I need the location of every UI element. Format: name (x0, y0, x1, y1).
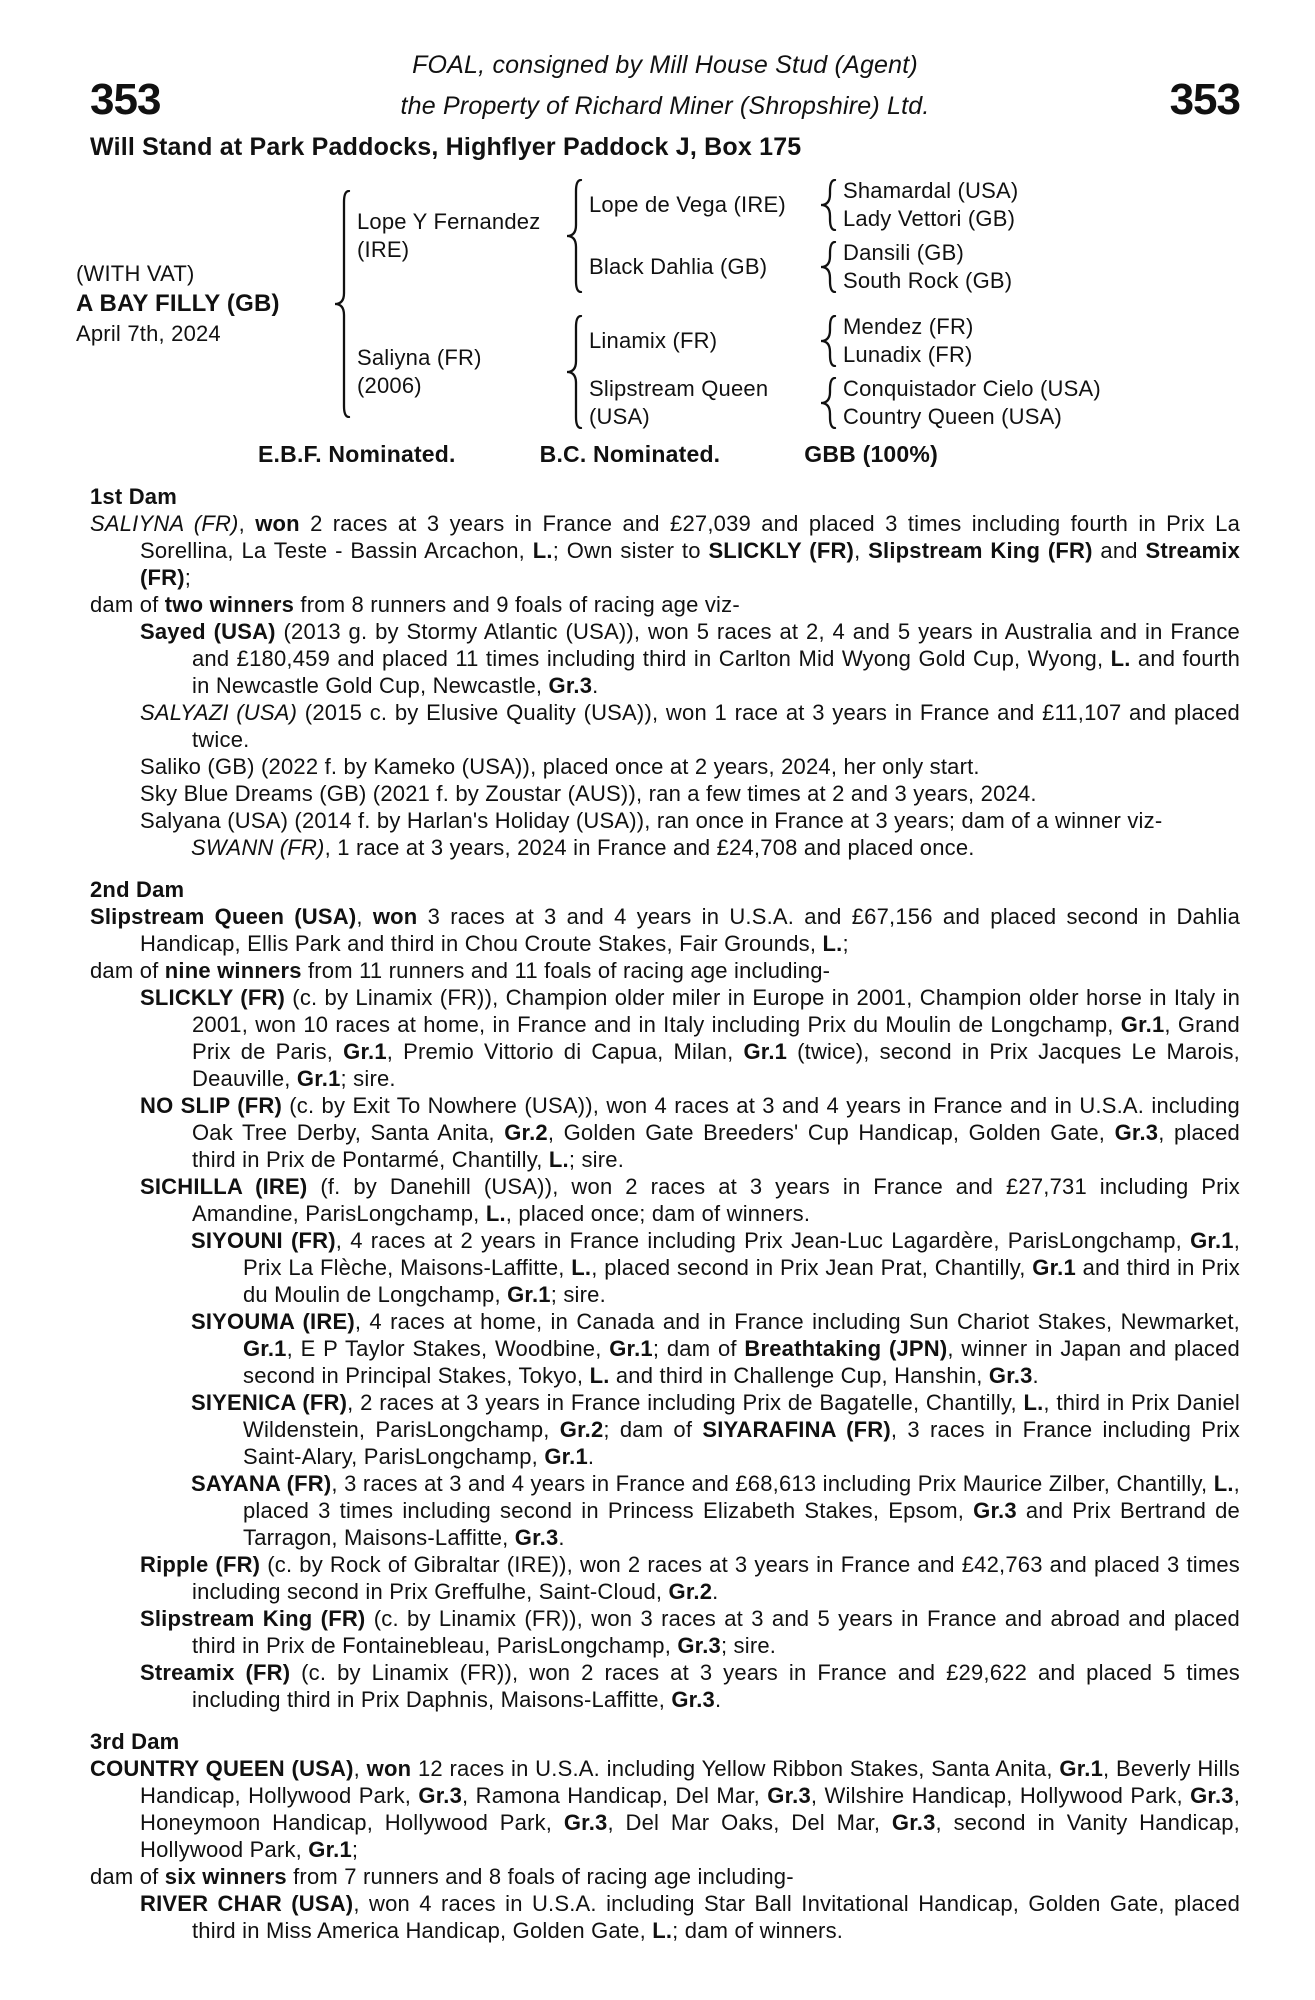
catalogue-paragraph (140, 1605, 1240, 1659)
pedigree-great-grandparents: Mendez (FR) Lunadix (FR) (843, 314, 974, 367)
text-run: SIYOUMA (IRE) (191, 1309, 355, 1334)
nomination-bc: B.C. Nominated. (539, 441, 721, 467)
pedigree-gp-row (589, 177, 1165, 233)
nomination-gbb: GBB (100%) (804, 441, 938, 467)
text-run: ; sire. (720, 1633, 777, 1658)
text-run: , 4 races at home, in Canada and in France including Sun Chariot Stakes, Newmarket, (354, 1309, 1240, 1334)
text-run: Gr.1 (296, 1066, 341, 1091)
text-run: , Del Mar Oaks, Del Mar, (607, 1810, 892, 1835)
section-heading: 2nd Dam (90, 877, 185, 902)
text-run: Gr.3 (514, 1525, 559, 1550)
pedigree-dam-row (357, 313, 1165, 431)
text-run: nine winners (164, 958, 302, 983)
text-run: Gr.3 (1114, 1120, 1159, 1145)
pedigree-brace-icon (565, 179, 583, 293)
text-run: ; Own sister to (552, 538, 709, 563)
text-run: L. (571, 1255, 592, 1280)
text-run: L. (1213, 1471, 1234, 1496)
text-run: Sayed (USA) (140, 619, 276, 644)
text-run: Gr.3 (1190, 1783, 1234, 1808)
text-run: SIYOUNI (FR) (191, 1228, 336, 1253)
text-run: 3 races at 3 and 4 years in U.S.A. and £67,156 and placed second in Dahlia Handicap, Ellis Park and third in Chou Croute Stakes, Fair Grounds, (140, 904, 1241, 956)
text-run: won (255, 511, 300, 536)
catalogue-paragraph (191, 1389, 1240, 1470)
text-run: Gr.2 (504, 1120, 548, 1145)
text-run: (c. by Rock of Gibraltar (IRE)), won 2 races at 3 years in France and £42,763 and placed 3 times including second in Prix Greffulhe, Saint-Cloud, (192, 1552, 1241, 1604)
text-run: SLICKLY (FR) (140, 985, 286, 1010)
text-run: won (366, 1756, 412, 1781)
text-run: Gr.1 (544, 1444, 588, 1469)
text-run: SALYAZI (USA) (140, 700, 298, 725)
text-run: , third in Prix Daniel Wildenstein, ParisLongchamp, (243, 1390, 1240, 1442)
text-run: . (712, 1579, 719, 1604)
text-run: COUNTRY QUEEN (USA) (90, 1756, 354, 1781)
text-run: , Ramona Handicap, Del Mar, (462, 1783, 768, 1808)
pedigree-gp-row (589, 313, 1165, 369)
text-run: , placed once; dam of winners. (505, 1201, 811, 1226)
catalogue-paragraph (140, 1092, 1240, 1173)
catalogue-paragraph (191, 834, 1240, 861)
text-run: (c. by Linamix (FR)), Champion older miler in Europe in 2001, Champion older horse in Italy in 2001, won 10 races at home, in France and in Italy including Prix du Moulin de Longchamp, (192, 985, 1241, 1037)
catalogue-paragraph (140, 984, 1240, 1092)
text-run: ; dam of winners. (672, 1918, 844, 1943)
text-run: . (1032, 1363, 1039, 1388)
text-run: from 11 runners and 11 foals of racing age including- (301, 958, 831, 983)
text-run: Sky Blue Dreams (GB) (2021 f. by Zoustar (AUS)), ran a few times at 2 and 3 years, 2024. (140, 781, 1037, 806)
text-run: and third in Prix du Moulin de Longchamp, (243, 1255, 1240, 1307)
text-run: SWANN (FR) (191, 835, 325, 860)
text-run: , (238, 511, 256, 536)
catalogue-paragraph (90, 510, 1240, 591)
text-run: 2 races at 3 years in France and £27,039 and placed 3 times including fourth in Prix La Sorellina, La Teste - Bassin Arcachon, (140, 511, 1241, 563)
text-run: ; (184, 565, 192, 590)
pedigree-sire-name: Lope Y Fernandez (357, 209, 541, 234)
text-run: Gr.3 (677, 1633, 721, 1658)
text-run: Gr.1 (1190, 1228, 1234, 1253)
text-run: ; sire. (550, 1282, 606, 1307)
text-run: , 3 races in France including Prix Saint-Alary, ParisLongchamp, (243, 1417, 1240, 1469)
pedigree-maternal-granddam: Slipstream Queen (USA) (589, 376, 769, 429)
text-run: . (714, 1687, 722, 1712)
text-run: (f. by Danehill (USA)), won 2 races at 3 years in France and £27,731 including Prix Amandine, ParisLongchamp, (192, 1174, 1240, 1226)
text-run: SALIYNA (FR) (90, 511, 239, 536)
pedigree-paternal-granddam: Black Dahlia (GB) (589, 254, 768, 279)
text-run: Slipstream King (FR) (140, 1606, 366, 1631)
text-run: , E P Taylor Stakes, Woodbine, (286, 1336, 610, 1361)
text-run: Gr.3 (973, 1498, 1017, 1523)
catalogue-paragraph (140, 1551, 1240, 1605)
text-run: (2013 g. by Stormy Atlantic (USA)), won 5 races at 2, 4 and 5 years in Australia and in France and £180,459 and placed 11 times including third in Carlton Mid Wyong Gold Cup, Wyong, (192, 619, 1240, 671)
text-run: , 4 races at 2 years in France including Prix Jean-Luc Lagardère, ParisLongchamp, (335, 1228, 1191, 1253)
catalogue-paragraph (140, 807, 1240, 834)
text-run: , Grand Prix de Paris, (192, 1012, 1240, 1064)
text-run: Gr.3 (891, 1810, 936, 1835)
pedigree-brace-icon (819, 179, 837, 231)
catalogue-paragraph (140, 618, 1240, 699)
nomination-ebf: E.B.F. Nominated. (258, 441, 456, 467)
pedigree-dam (357, 344, 563, 400)
text-run: (c. by Linamix (FR)), won 3 races at 3 and 5 years in France and abroad and placed third in Prix de Fontainebleau, ParisLongchamp, (192, 1606, 1240, 1658)
pedigree-great-grandparents: Dansili (GB) South Rock (GB) (843, 240, 1013, 293)
text-run: Gr.3 (563, 1810, 608, 1835)
pedigree-sire (357, 208, 563, 264)
text-run: ; dam of (603, 1417, 703, 1442)
text-run: Streamix (FR) (140, 1660, 291, 1685)
text-run: Gr.1 (507, 1282, 551, 1307)
property-line: the Property of Richard Miner (Shropshire) Ltd. (400, 92, 930, 120)
text-run: Salyana (USA) (2014 f. by Harlan's Holiday (USA)), ran once in France at 3 years; dam of a winner viz- (140, 808, 1163, 833)
text-run: ; dam of (652, 1336, 745, 1361)
text-run: , won 4 races in U.S.A. including Star Ball Invitational Handicap, Golden Gate, placed third in Miss America Handicap, Golden Gate, (192, 1891, 1241, 1943)
pedigree-brace-icon (819, 315, 837, 367)
text-run: 12 races in U.S.A. including Yellow Ribbon Stakes, Santa Anita, (411, 1756, 1060, 1781)
text-run: (twice), second in Prix Jacques Le Marois, Deauville, (192, 1039, 1240, 1091)
text-run: , 3 races at 3 and 4 years in France and £68,613 including Prix Maurice Zilber, Chantilly, (331, 1471, 1214, 1496)
text-run: L. (485, 1201, 506, 1226)
pedigree-great-grandparents: Shamardal (USA) Lady Vettori (GB) (843, 178, 1019, 231)
pedigree-dam-name: Saliyna (FR) (357, 345, 482, 370)
text-run: dam of (90, 1864, 165, 1889)
pedigree-brace-icon (819, 377, 837, 429)
text-run: SIYARAFINA (FR) (702, 1417, 891, 1442)
catalogue-paragraph (90, 957, 1240, 984)
catalogue-paragraph (140, 699, 1240, 753)
vat-note: (WITH VAT) (76, 261, 195, 286)
section-heading: 1st Dam (90, 484, 177, 509)
text-run: SICHILLA (IRE) (140, 1174, 308, 1199)
pedigree-maternal-grandsire: Linamix (FR) (589, 328, 718, 353)
catalogue-paragraph (191, 1470, 1240, 1551)
catalogue-paragraph (90, 903, 1240, 957)
catalogue-paragraph (90, 1755, 1240, 1863)
text-run: Gr.3 (988, 1363, 1033, 1388)
text-run: L. (822, 931, 843, 956)
text-run: Gr.3 (767, 1783, 811, 1808)
text-run: , second in Vanity Handicap, Hollywood Park, (140, 1810, 1240, 1862)
catalogue-paragraph (140, 780, 1240, 807)
pedigree-parents (357, 177, 1165, 431)
text-run: . (587, 1444, 595, 1469)
pedigree-gp-row (589, 239, 1165, 295)
text-run: ; sire. (568, 1147, 625, 1172)
text-run: Ripple (FR) (140, 1552, 261, 1577)
text-run: Gr.1 (1032, 1255, 1076, 1280)
text-run: , Golden Gate Breeders' Cup Handicap, Golden Gate, (547, 1120, 1115, 1145)
text-run: Gr.1 (743, 1039, 788, 1064)
text-run: . (558, 1525, 565, 1550)
text-run: Saliko (GB) (2022 f. by Kameko (USA)), placed once at 2 years, 2024, her only start. (140, 754, 980, 779)
text-run: . (592, 673, 599, 698)
pedigree-sire-grandparents (589, 177, 1165, 295)
subject-block (76, 259, 331, 349)
pedigree-paternal-grandsire: Lope de Vega (IRE) (589, 192, 786, 217)
stand-location-line: Will Stand at Park Paddocks, Highflyer Paddock J, Box 175 (90, 133, 802, 161)
text-run: from 8 runners and 9 foals of racing age viz- (294, 592, 740, 617)
text-run: , (356, 904, 373, 929)
text-run: Gr.1 (609, 1336, 653, 1361)
text-run: SLICKLY (FR) (708, 538, 855, 563)
lot-number-left: 353 (90, 75, 161, 124)
text-run: Gr.1 (1120, 1012, 1165, 1037)
text-run: , Prix La Flèche, Maisons-Laffitte, (243, 1228, 1240, 1280)
text-run: , placed second in Prix Jean Prat, Chantilly, (591, 1255, 1033, 1280)
section-heading: 3rd Dam (90, 1729, 180, 1754)
text-run: , 2 races at 3 years in France including Prix de Bagatelle, Chantilly, (347, 1390, 1024, 1415)
text-run: , placed third in Prix de Pontarmé, Chantilly, (192, 1120, 1240, 1172)
pedigree-sire-row (357, 177, 1165, 295)
text-run: L. (652, 1918, 673, 1943)
text-run: , Wilshire Handicap, Hollywood Park, (810, 1783, 1191, 1808)
text-run: Gr.1 (1059, 1756, 1103, 1781)
subject-foaling-date: April 7th, 2024 (76, 321, 221, 346)
text-run: Gr.2 (668, 1579, 713, 1604)
catalogue-paragraph (140, 1659, 1240, 1713)
text-run: , (854, 538, 869, 563)
nominations-line (90, 441, 1240, 468)
text-run: , 1 race at 3 years, 2024 in France and £24,708 and placed once. (324, 835, 975, 860)
catalogue-paragraph (191, 1227, 1240, 1308)
text-run: , Beverly Hills Handicap, Hollywood Park, (140, 1756, 1240, 1808)
catalogue-paragraph (140, 1890, 1240, 1944)
lot-number-right: 353 (1169, 75, 1240, 124)
pedigree-gp-row (589, 375, 1165, 431)
text-run: Gr.3 (671, 1687, 715, 1712)
text-run: ; sire. (340, 1066, 396, 1091)
consignor-line: FOAL, consigned by Mill House Stud (Agent) (412, 51, 918, 79)
text-run: and (1092, 538, 1146, 563)
text-run: and Prix Bertrand de Tarragon, Maisons-Laffitte, (243, 1498, 1240, 1550)
text-run: (c. by Linamix (FR)), won 2 races at 3 years in France and £29,622 and placed 5 times including third in Prix Daphnis, Maisons-Laffitte, (192, 1660, 1240, 1712)
text-run: (c. by Exit To Nowhere (USA)), won 4 races at 3 and 4 years in France and in U.S.A. including Oak Tree Derby, Santa Anita, (192, 1093, 1240, 1145)
pedigree-great-grandparents: Conquistador Cielo (USA) Country Queen (USA) (843, 376, 1101, 429)
text-run: Gr.2 (559, 1417, 604, 1442)
text-run: dam of (90, 592, 165, 617)
text-run: SIYENICA (FR) (191, 1390, 348, 1415)
text-run: Gr.1 (308, 1837, 352, 1862)
text-run: Gr.3 (548, 673, 593, 698)
pedigree-table (76, 177, 1240, 431)
text-run: Slipstream King (FR) (868, 538, 1093, 563)
text-run: Breathtaking (JPN) (744, 1336, 948, 1361)
subject-name: A BAY FILLY (GB) (76, 290, 280, 317)
text-run: SAYANA (FR) (191, 1471, 332, 1496)
text-run: two winners (164, 592, 295, 617)
pedigree-brace-icon (819, 241, 837, 293)
catalogue-paragraph (90, 1863, 1240, 1890)
text-run: and fourth in Newcastle Gold Cup, Newcastle, (192, 646, 1240, 698)
text-run: and third in Challenge Cup, Hanshin, (609, 1363, 989, 1388)
pedigree-brace-icon (565, 315, 583, 429)
catalogue-paragraph (140, 753, 1240, 780)
text-run: six winners (164, 1864, 287, 1889)
text-run: dam of (90, 958, 165, 983)
text-run: NO SLIP (FR) (140, 1093, 282, 1118)
text-run: RIVER CHAR (USA) (140, 1891, 354, 1916)
text-run: L. (548, 1147, 569, 1172)
text-run: , (353, 1756, 367, 1781)
pedigree-dam-grandparents (589, 313, 1165, 431)
text-run: from 7 runners and 8 foals of racing age including- (286, 1864, 794, 1889)
text-run: L. (589, 1363, 610, 1388)
text-run: ; (351, 1837, 359, 1862)
pedigree-brace-icon (333, 190, 351, 418)
text-run: Gr.3 (418, 1783, 463, 1808)
catalogue-body (90, 483, 1240, 1944)
text-run: L. (1110, 646, 1131, 671)
catalogue-paragraph (90, 591, 1240, 618)
text-run: , winner in Japan and placed second in Principal Stakes, Tokyo, (243, 1336, 1240, 1388)
text-run: Streamix (FR) (140, 538, 1241, 590)
text-run: ; (842, 931, 849, 956)
text-run: , placed 3 times including second in Princess Elizabeth Stakes, Epsom, (243, 1471, 1240, 1523)
text-run: Slipstream Queen (USA) (90, 904, 357, 929)
catalogue-paragraph (140, 1173, 1240, 1227)
text-run: Gr.1 (243, 1336, 287, 1361)
pedigree-sire-suffix: (IRE) (357, 237, 410, 262)
pedigree-dam-year: (2006) (357, 373, 422, 398)
text-run: Gr.1 (343, 1039, 387, 1064)
catalogue-paragraph (191, 1308, 1240, 1389)
text-run: L. (1023, 1390, 1044, 1415)
text-run: L. (532, 538, 553, 563)
text-run: , Premio Vittorio di Capua, Milan, (386, 1039, 744, 1064)
text-run: (2015 c. by Elusive Quality (USA)), won 1 race at 3 years in France and £11,107 and placed twice. (192, 700, 1240, 752)
header-row (90, 75, 1240, 124)
text-run: , Honeymoon Handicap, Hollywood Park, (140, 1783, 1240, 1835)
text-run: won (372, 904, 418, 929)
